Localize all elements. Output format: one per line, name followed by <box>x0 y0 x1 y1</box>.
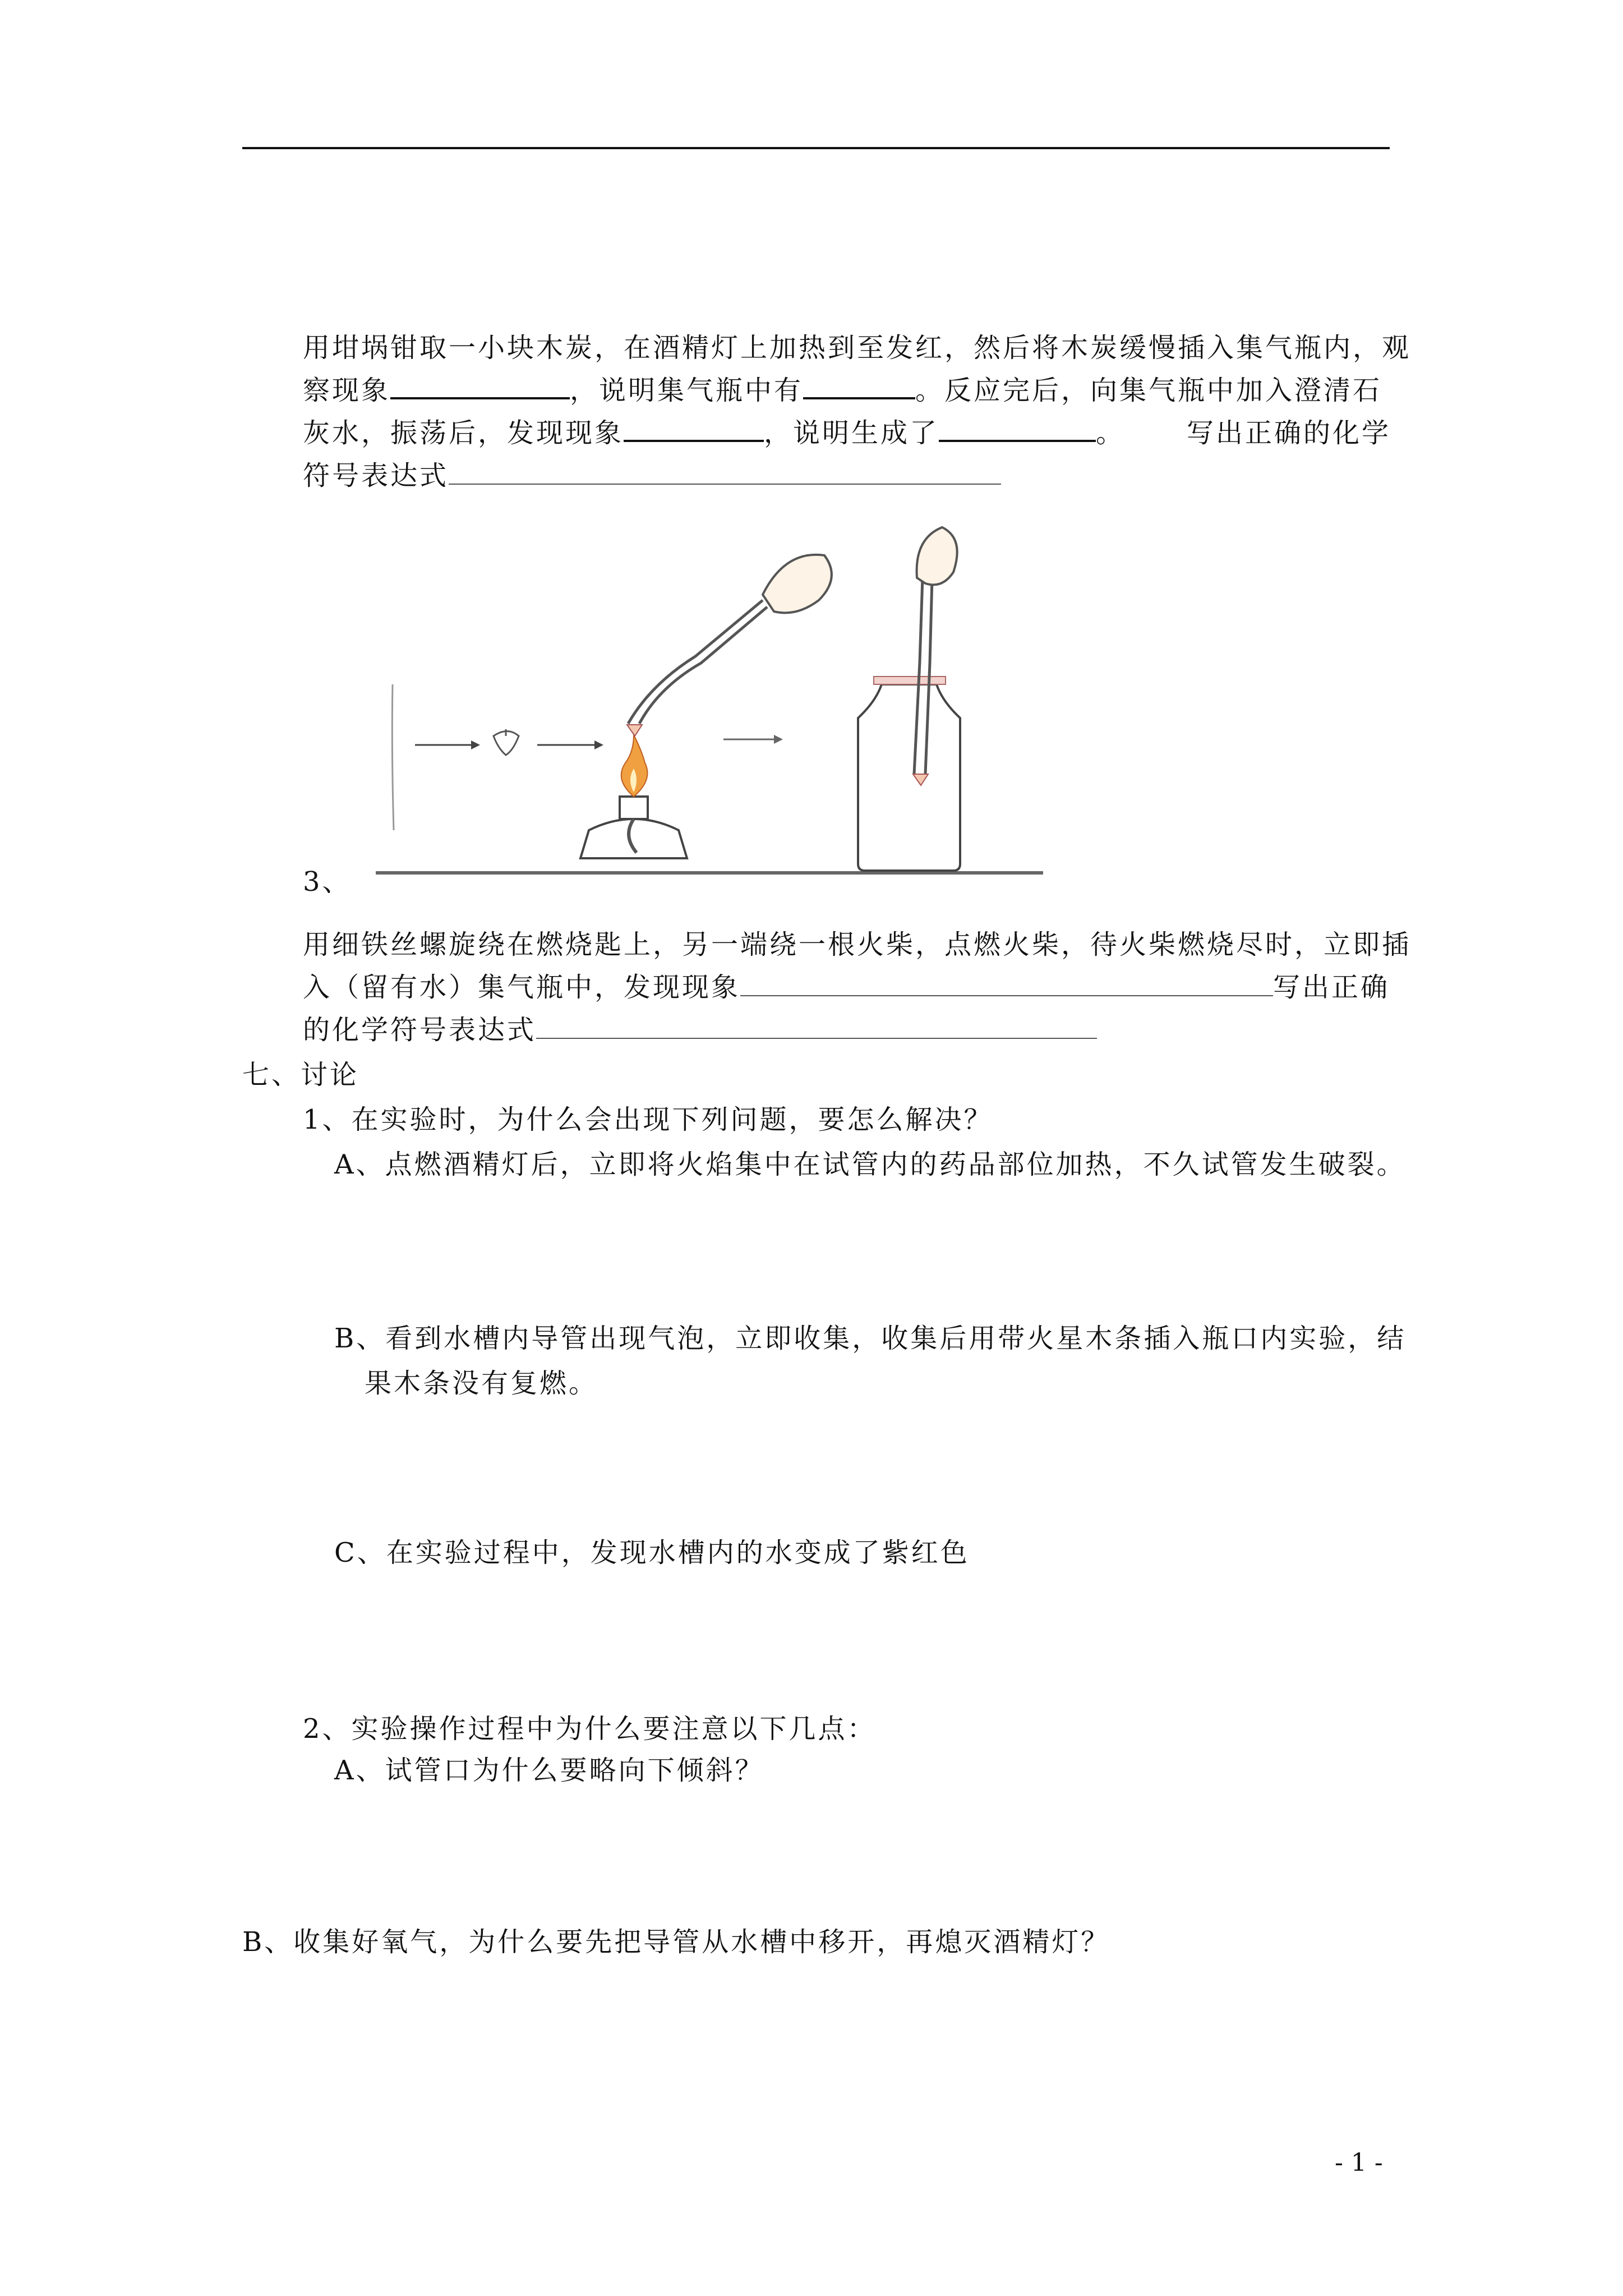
exp3-line2: 入（留有水）集气瓶中，发现现象 写出正确 <box>303 972 1390 1003</box>
question-1c: C、在实验过程中，发现水槽内的水变成了紫红色 <box>334 1537 970 1568</box>
blank-product[interactable] <box>939 415 1096 442</box>
exp2-line2: 察现象 ，说明集气瓶中有 。反应完后，向集气瓶中加入澄清石 <box>303 372 1382 408</box>
question-1b-line2: 果木条没有复燃。 <box>365 1368 598 1399</box>
blank-formula-carbon[interactable] <box>449 459 1001 485</box>
blank-iron-phenomenon[interactable] <box>740 970 1273 996</box>
question-1a: A、点燃酒精灯后，立即将火焰集中在试管内的药品部位加热，不久试管发生破裂。 <box>334 1149 1406 1180</box>
exp2-line3: 灰水，振荡后，发现现象 ，说明生成了 。 写出正确的化学 <box>303 415 1391 451</box>
experiment-illustration <box>359 516 1049 886</box>
discussion-heading: 七、讨论 <box>242 1059 359 1091</box>
page-number: - 1 - <box>1335 2148 1383 2177</box>
header-rule <box>242 147 1390 149</box>
exp2-line4: 符号表达式 <box>303 458 1001 494</box>
question-2b: B、收集好氧气，为什么要先把导管从水槽中移开，再熄灭酒精灯？ <box>242 1926 1110 1958</box>
blank-phenomenon[interactable] <box>390 372 570 399</box>
blank-limewater[interactable] <box>624 415 764 442</box>
question-1: 1、在实验时，为什么会出现下列问题，要怎么解决？ <box>303 1104 993 1135</box>
exp3-number: 3、 <box>303 866 352 898</box>
question-1b-line1: B、看到水槽内导管出现气泡，立即收集，收集后用带火星木条插入瓶口内实验，结 <box>334 1323 1407 1354</box>
question-2a: A、试管口为什么要略向下倾斜？ <box>334 1755 764 1786</box>
blank-formula-iron[interactable] <box>536 1013 1097 1039</box>
question-2: 2、实验操作过程中为什么要注意以下几点： <box>303 1713 877 1745</box>
charcoal-combustion-figure <box>359 516 1049 886</box>
blank-gas[interactable] <box>803 372 915 399</box>
exp2-line1: 用坩埚钳取一小块木炭，在酒精灯上加热到至发红，然后将木炭缓慢插入集气瓶内，观 <box>303 332 1412 364</box>
exp3-line1: 用细铁丝螺旋绕在燃烧匙上，另一端绕一根火柴，点燃火柴，待火柴燃烧尽时，立即插 <box>303 929 1412 960</box>
exp3-line3: 的化学符号表达式 <box>303 1012 1097 1048</box>
